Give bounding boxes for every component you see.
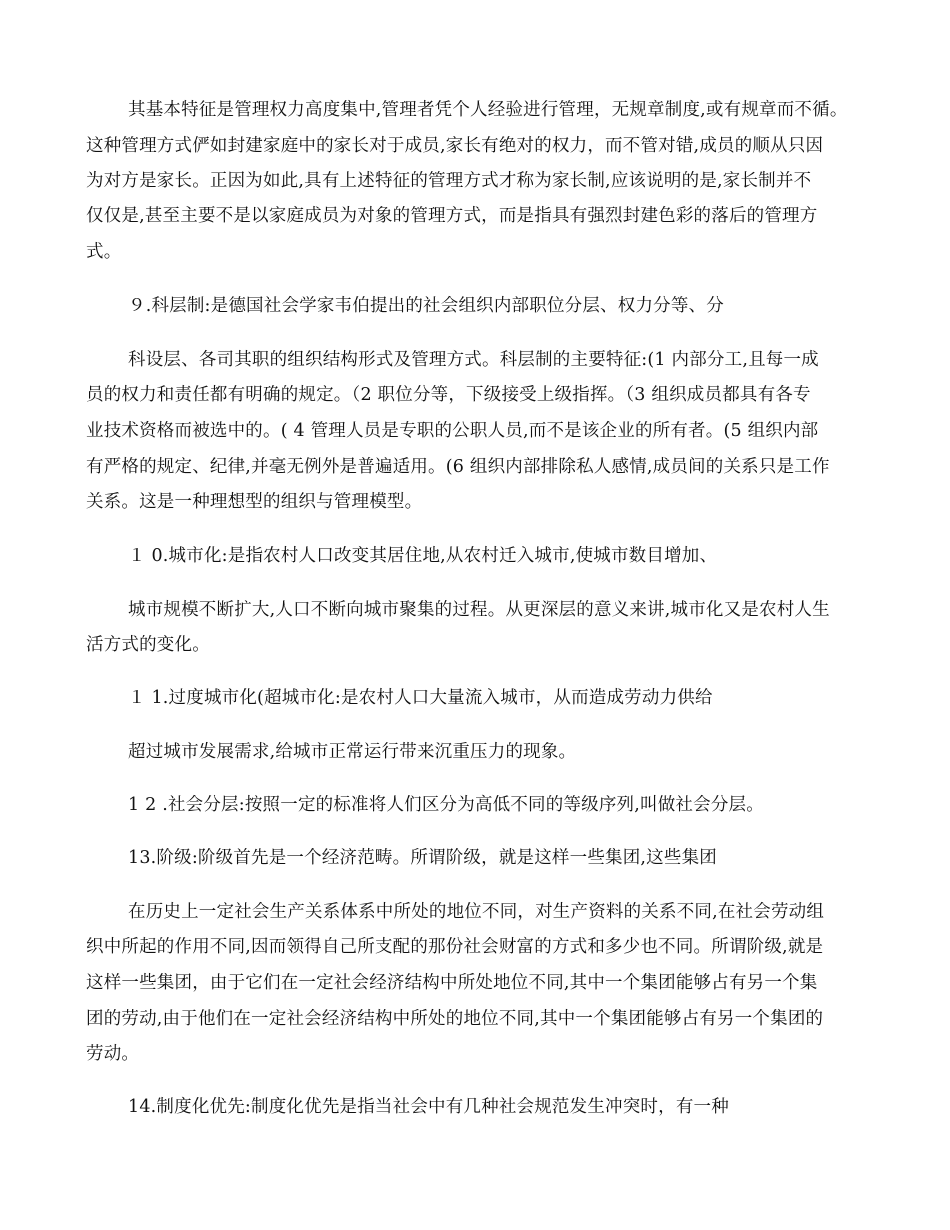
text-line: 城市规模不断扩大,人口不断向城市聚集的过程。从更深层的意义来讲,城市化又是农村人生	[128, 600, 830, 620]
text-line: 这样一些集团，由于它们在一定社会经济结构中所处地位不同,其中一个集团能够占有另一个集	[86, 973, 818, 993]
section-heading-11: １ 1.过度城市化(超城市化:是农村人口大量流入城市，从而造成劳动力供给	[128, 688, 713, 708]
text-line: 科设层、各司其职的组织结构形式及管理方式。科层制的主要特征:(1 内部分工,且每一成	[128, 350, 819, 370]
text-line: 仅仅是,甚至主要不是以家庭成员为对象的管理方式，而是指具有强烈封建色彩的落后的管理方	[86, 206, 818, 226]
text-line: 这种管理方式俨如封建家庭中的家长对于成员,家长有绝对的权力，而不管对错,成员的顺从只因	[86, 136, 824, 156]
text-line: 劳动。	[86, 1044, 140, 1064]
text-line: 为对方是家长。正因为如此,具有上述特征的管理方式才称为家长制,应该说明的是,家长制并不	[86, 171, 812, 191]
section-heading-10: １ 0.城市化:是指农村人口改变其居住地,从农村迁入城市,使城市数目增加、	[128, 546, 718, 566]
text-line: 业技术资格而被选中的。( 4 管理人员是专职的公职人员,而不是该企业的所有者。(5 组织内部	[86, 421, 819, 441]
text-line: 其基本特征是管理权力高度集中,管理者凭个人经验进行管理，无规章制度,或有规章而不循。	[128, 100, 848, 120]
section-heading-9: ９.科层制:是德国社会学家韦伯提出的社会组织内部职位分层、权力分等、分	[128, 296, 724, 316]
text-line: 织中所起的作用不同,因而领得自己所支配的那份社会财富的方式和多少也不同。所谓阶级,就是	[86, 937, 824, 957]
text-line: 式。	[86, 242, 122, 262]
text-line: 员的权力和责任都有明确的规定。（2 职位分等，下级接受上级指挥。（3 组织成员都具有各专	[86, 385, 811, 405]
text-line: 有严格的规定、纪律,并毫无例外是普遍适用。(6 组织内部排除私人感情,成员间的关系只是工作	[86, 457, 830, 477]
section-heading-13: 13.阶级:阶级首先是一个经济范畴。所谓阶级，就是这样一些集团,这些集团	[128, 848, 717, 868]
text-line: 超过城市发展需求,给城市正常运行带来沉重压力的现象。	[128, 742, 577, 762]
section-heading-12: 1 2 .社会分层:按照一定的标准将人们区分为高低不同的等级序列,叫做社会分层。	[128, 795, 764, 815]
section-heading-14: 14.制度化优先:制度化优先是指当社会中有几种社会规范发生冲突时，有一种	[128, 1097, 729, 1117]
text-line: 关系。这是一种理想型的组织与管理模型。	[86, 492, 423, 512]
text-line: 活方式的变化。	[86, 635, 210, 655]
text-line: 团的劳动,由于他们在一定社会经济结构中所处的地位不同,其中一个集团能够占有另一个集团的	[86, 1009, 824, 1029]
text-line: 在历史上一定社会生产关系体系中所处的地位不同，对生产资料的关系不同,在社会劳动组	[128, 902, 825, 922]
